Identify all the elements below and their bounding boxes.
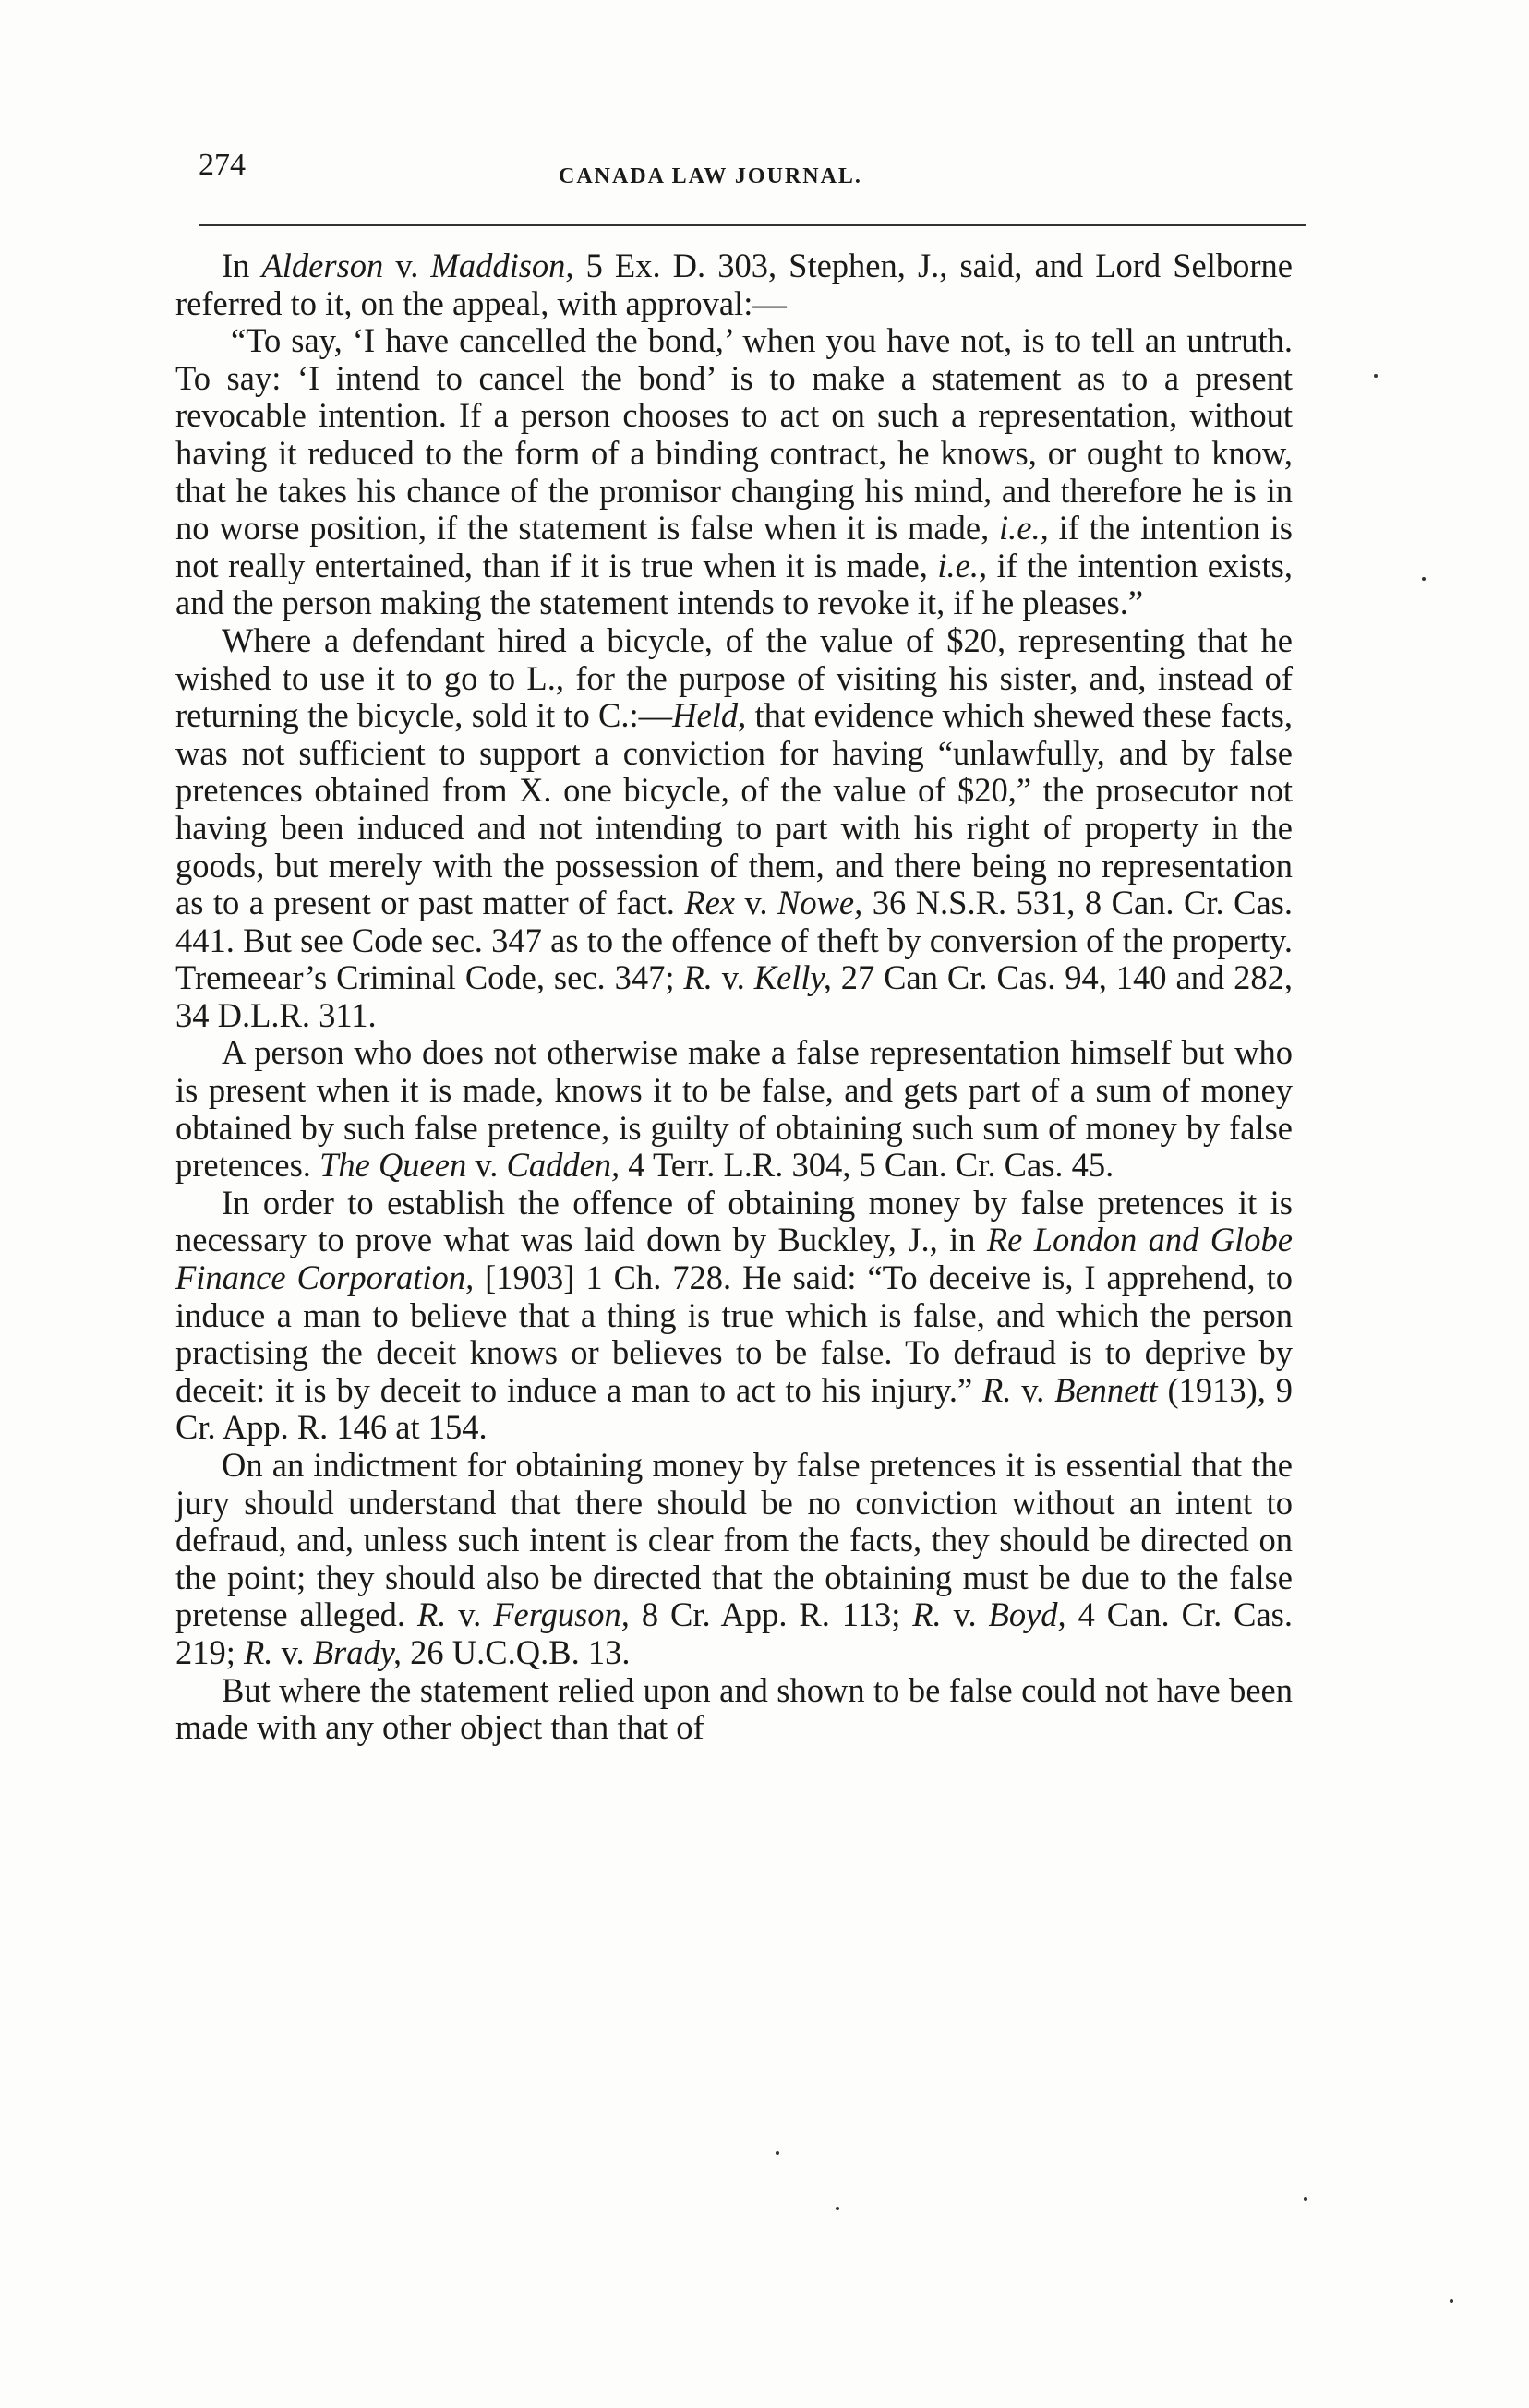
text-run: 27 Can Cr. Cas. 94, 140 and 282, 34 D.L.R. 311. <box>175 958 1293 1034</box>
scan-speck <box>1422 577 1426 581</box>
case-name: R. <box>982 1370 1012 1409</box>
case-name: Ferguson, <box>493 1595 630 1634</box>
text-run: On an indictment for obtaining money by false pretences it is essential that the jury should understand that there should be no conviction without an intent to defraud, and, unless such intent is clear from the facts, they should be directed on the point; they should also be directed that the obtaining must be due to the false pretense alleged. <box>175 1446 1293 1634</box>
text-run: that evidence which shewed these facts, was not sufficient to support a conviction for having “unlawfully, and by false pretences obtained from X. one bicycle, of the value of $20,” the prosecutor not having been induced and not intending to part with his right of property in the goods, but merely with the possession of them, and there being no representation as to a present or past matter of fact. <box>175 696 1293 922</box>
page-header <box>199 148 1306 203</box>
case-name: R. <box>683 958 713 997</box>
text-run: Where a defendant hired a bicycle, of the value of $20, representing that he wished to use it to go to L., for the purpose of visiting his sister, and, instead of returning the bicycle, sold it to C.:— <box>175 620 1293 735</box>
case-name: Alderson <box>261 247 384 284</box>
text-run: (1913), 9 Cr. App. R. 146 at 154. <box>175 1370 1293 1447</box>
scan-speck <box>776 2151 779 2155</box>
text-run: v. <box>446 1595 494 1634</box>
italic-term: i.e., <box>999 509 1049 548</box>
paragraph-quote <box>175 322 1293 622</box>
case-name: Cadden, <box>506 1146 620 1185</box>
case-name: Nowe, <box>777 884 863 922</box>
text-run: 4 Terr. L.R. 304, 5 Can. Cr. Cas. 45. <box>620 1146 1114 1185</box>
case-name: Re London and Globe Finance Corporation, <box>175 1221 1294 1297</box>
text-run: 36 N.S.R. 531, 8 Can. Cr. Cas. 441. But see Code sec. 347 as to the offence of theft by conversion of the property. Tremeear’s Criminal Code, sec. 347; <box>175 884 1293 997</box>
italic-term: Held, <box>672 696 747 735</box>
scan-speck <box>1450 2299 1453 2303</box>
text-run: 4 Can. Cr. Cas. 219; <box>175 1595 1293 1671</box>
text-run: if the intention exists, and the person making the statement intends to revoke it, if he pleases.” <box>175 546 1293 622</box>
text-run: A person who does not otherwise make a false representation himself but who is present when it is made, knows it to be false, and gets part of a sum of money obtained by such false pretence, is guilty of obtaining such sum of money by false pretences. <box>175 1033 1293 1185</box>
case-name: R. <box>912 1595 942 1634</box>
case-name: R. <box>244 1632 273 1671</box>
text-run: if the intention is not really entertained, than if it is true when it is made, <box>175 509 1293 584</box>
text-run: [1903] 1 Ch. 728. He said: “To deceive is, I apprehend, to induce a man to believe that a thing is true which is false, and which the person practising the deceit knows or believes to be false. To defraud is to deprive by deceit: it is by deceit to induce a man to act to his injury.” <box>175 1258 1293 1409</box>
scan-speck <box>1304 2197 1307 2201</box>
text-run: v. <box>941 1595 989 1634</box>
case-name: The Queen <box>319 1146 467 1185</box>
italic-term: i.e., <box>937 546 988 584</box>
case-name: Brady, <box>312 1632 403 1671</box>
text-run: In <box>222 247 262 284</box>
text-run: v. <box>383 247 431 284</box>
paragraph-but-where <box>175 1672 1293 1747</box>
paragraph-alderson <box>175 247 1293 322</box>
text-run: But where the statement relied upon and shown to be false could not have been made with any other object than that of <box>175 1670 1293 1747</box>
paragraph-bicycle <box>175 622 1293 1035</box>
paragraph-offence <box>175 1185 1293 1447</box>
case-name: R. <box>416 1595 447 1634</box>
text-run: v. <box>272 1632 313 1671</box>
text-run: 26 U.C.Q.B. 13. <box>402 1632 631 1671</box>
scan-speck <box>1374 374 1378 378</box>
text-run: In order to establish the offence of obtaining money by false pretences it is necessary to prove what was laid down by Buckley, J., in <box>175 1183 1293 1259</box>
case-name: Kelly, <box>753 958 832 997</box>
paragraph-indictment <box>175 1447 1293 1672</box>
paragraph-present-person <box>175 1034 1293 1184</box>
text-run: v. <box>1011 1370 1055 1409</box>
text-run: v. <box>735 884 777 922</box>
case-name: Maddison, <box>430 247 574 284</box>
case-name: Bennett <box>1054 1370 1158 1409</box>
page-number: 274 <box>199 148 246 182</box>
text-run: v. <box>712 958 754 997</box>
case-name: Rex <box>684 884 736 922</box>
body-text <box>175 247 1293 1747</box>
header-rule <box>199 224 1306 226</box>
text-run: v. <box>466 1146 507 1185</box>
text-run: “To say, ‘I have cancelled the bond,’ when you have not, is to tell an untruth. To say: ‘I intend to cancel the bond’ is to make a statement as to a present revocable intention. If a person chooses to act on such a representation, without having it reduced to the form of a binding contract, he knows, or ought to know, that he takes his chance of the promisor changing his mind, and therefore he is in no worse position, if the statement is false when it is made, <box>175 321 1293 548</box>
running-title: CANADA LAW JOURNAL. <box>559 164 862 188</box>
scan-speck <box>836 2207 839 2210</box>
case-name: Boyd, <box>988 1595 1066 1634</box>
text-run: 5 Ex. D. 303, Stephen, J., said, and Lord Selborne referred to it, on the appeal, with approval:— <box>175 247 1293 322</box>
text-run: 8 Cr. App. R. 113; <box>629 1595 913 1634</box>
